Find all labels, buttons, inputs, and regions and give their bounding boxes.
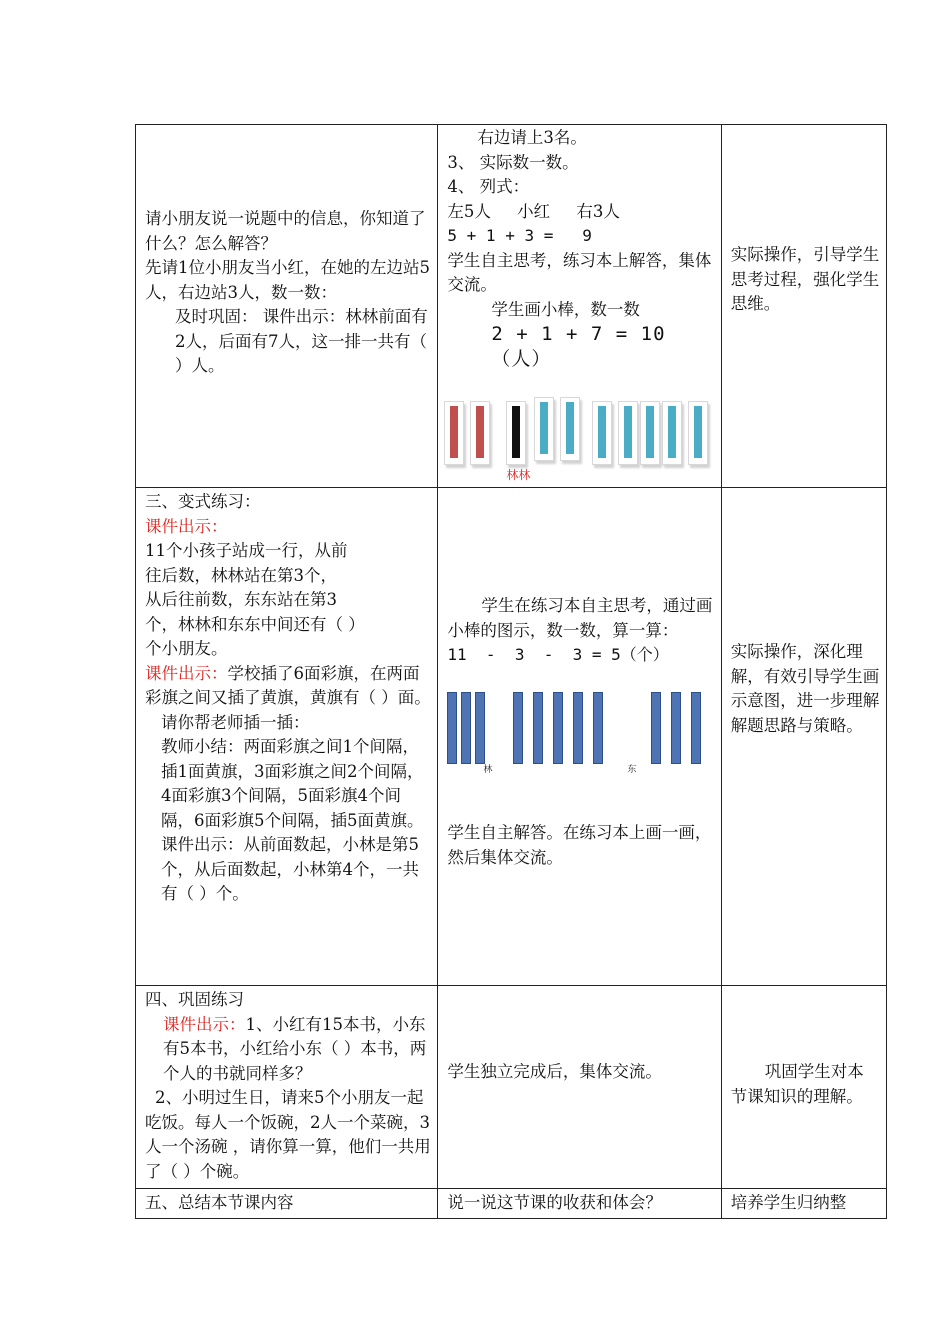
- row1-mid-line2: 3、 实际数一数。: [447, 152, 579, 172]
- counting-stick: [444, 401, 464, 465]
- row1-right-cell: [721, 125, 886, 488]
- bar-stick: [475, 692, 485, 764]
- row3-right-text: 巩固学生对本节课知识的理解。: [730, 1062, 864, 1106]
- counting-stick: [688, 401, 708, 465]
- counting-stick: [662, 401, 682, 465]
- counting-stick: [640, 401, 660, 465]
- bar-stick: [691, 692, 701, 764]
- q1-line2: 往后数，林林站在第3个，: [145, 565, 337, 585]
- row1-left-para2: 先请1位小朋友当小红，在她的左边站5人，右边站3人，数一数：: [145, 258, 430, 302]
- row2-mid-text2: 学生自主解答。在练习本上画一画，然后集体交流。: [447, 823, 712, 867]
- row1-mid-line1: 右边请上3名。: [477, 128, 587, 147]
- table-row: [136, 488, 887, 986]
- row3-right-cell: [721, 986, 886, 1189]
- row3-middle-cell: [438, 986, 721, 1189]
- row4-left-cell: [136, 1189, 438, 1219]
- row1-mid-line3: 4、 列式：: [447, 177, 530, 196]
- row3-mid-text: 学生独立完成后，集体交流。: [447, 1062, 662, 1081]
- teacher-summary: 教师小结：两面彩旗之间1个间隔，插1面黄旗，3面彩旗之间2个间隔，4面彩旗3个间隔，5面彩旗4个间隔，6面彩旗5个间隔，插5面黄旗。: [161, 737, 424, 830]
- q2-para: [145, 662, 431, 711]
- row1-mid-line6: 学生自主思考，练习本上解答，集体交流。: [447, 250, 712, 294]
- row4-middle-cell: [438, 1189, 721, 1219]
- bar-stick: [593, 692, 603, 764]
- row2-left-cell: [136, 488, 438, 986]
- bar-stick: [573, 692, 583, 764]
- courseware-label: 课件出示：: [145, 516, 228, 536]
- section3-title: 三、变式练习：: [145, 492, 261, 511]
- row4-right-text: 培养学生归纳整: [730, 1193, 847, 1212]
- counting-stick: [506, 401, 526, 465]
- linlin-label: 林林: [506, 468, 531, 482]
- row1-mid-equation1: 5 + 1 + 3 = 9: [447, 226, 592, 245]
- row3-left-cell: [136, 986, 438, 1189]
- bar-stick: [461, 692, 471, 764]
- q2-help: 请你帮老师插一插：: [161, 712, 310, 732]
- courseware-label: 课件出示：: [145, 663, 228, 683]
- counting-stick: [470, 401, 490, 465]
- bar-stick: [447, 692, 457, 764]
- counting-sticks-figure: [444, 397, 719, 487]
- row3-q1: [145, 1013, 431, 1087]
- row2-mid-text1: 学生在练习本自主思考，通过画小棒的图示，数一数，算一算：: [447, 596, 713, 640]
- q1-line1: 11个小孩子站成一行，从前: [145, 541, 348, 560]
- table-row: [136, 986, 887, 1189]
- counting-stick: [592, 401, 612, 465]
- bar-stick: [553, 692, 563, 764]
- row4-mid-text: 说一说这节课的收获和体会？: [447, 1193, 662, 1212]
- q3-text: 课件出示：从前面数起，小林是第5个，从后面数起，小林第4个，一共有（ ）个。: [161, 835, 419, 903]
- row3-q2: 2、小明过生日，请来5个小朋友一起吃饭。每人一个饭碗，2人一个菜碗，3人一个汤碗 ，请你算一算，他们一共用了（ ）个碗。: [145, 1088, 431, 1181]
- row1-right-text: 实际操作，引导学生思考过程，强化学生思维。: [730, 245, 880, 313]
- row4-right-cell: [721, 1189, 886, 1219]
- counting-stick: [618, 401, 638, 465]
- row3-q1-text: 1、小红有15本书，小东有5本书，小红给小东（ ）本书，两个人的书就同样多？: [163, 1014, 427, 1083]
- bar-sticks-figure: [447, 692, 717, 782]
- row2-middle-cell: [438, 488, 721, 986]
- row2-right-text: 实际操作，深化理解，有效引导学生画示意图，进一步理解解题思路与策略。: [730, 642, 880, 735]
- bar-stick: [671, 692, 681, 764]
- dong-label: 东: [627, 765, 637, 775]
- row1-left-cell: [136, 125, 438, 488]
- section5-title: 五、总结本节课内容: [145, 1193, 294, 1212]
- counting-stick: [560, 397, 580, 461]
- bar-stick: [651, 692, 661, 764]
- row2-right-cell: [721, 488, 886, 986]
- q1-line5: 个小朋友。: [145, 639, 228, 658]
- row1-middle-cell: [438, 125, 721, 488]
- lesson-plan-table: [135, 124, 887, 1219]
- row1-left-para3: 及时巩固： 课件出示：林林前面有2人，后面有7人，这一排一共有（ ）人。: [175, 307, 428, 375]
- q1-line4: 个，林林和东东中间还有（ ）: [145, 614, 365, 634]
- q1-line3: 从后往前数，东东站在第3: [145, 590, 337, 609]
- bar-stick: [533, 692, 543, 764]
- lin-label: 林: [483, 765, 493, 775]
- row2-mid-equation: 11 - 3 - 3 = 5（个）: [447, 645, 669, 664]
- courseware-label: 课件出示：: [163, 1014, 246, 1034]
- row1-mid-equation2: 2 + 1 + 7 = 10（人）: [491, 323, 666, 370]
- section4-title: 四、巩固练习: [145, 990, 244, 1009]
- bar-stick: [513, 692, 523, 764]
- counting-stick: [534, 397, 554, 461]
- q2-text: 学校插了6面彩旗，在两面彩旗之间又插了黄旗，黄旗有（ ）面。: [145, 663, 431, 707]
- row1-mid-line7: 学生画小棒，数一数: [491, 299, 640, 319]
- table-row: [136, 125, 887, 488]
- row1-left-para1: 请小朋友说一说题中的信息，你知道了什么？怎么解答？: [145, 209, 426, 253]
- row1-mid-line4: 左5人 小红 右3人: [447, 201, 620, 221]
- table-row: [136, 1189, 887, 1219]
